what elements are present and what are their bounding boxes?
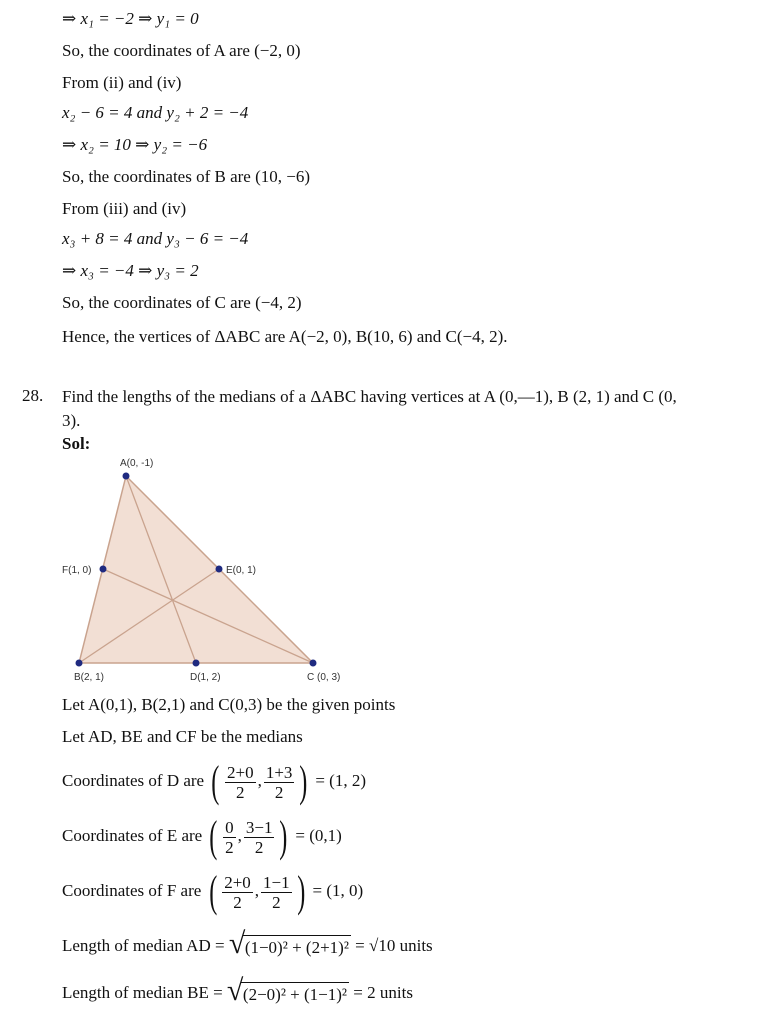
coord-f-result: = (1, 0)	[312, 880, 364, 900]
length-be-row	[62, 974, 413, 1008]
question-text-2: 3).	[62, 411, 81, 430]
coord-d-frac-2: $\frac{1+3}{2}$	[265, 762, 293, 802]
point-e	[216, 566, 223, 573]
line-coord-c: So, the coordinates of C are (−4, 2)	[62, 293, 302, 312]
point-d	[193, 660, 200, 667]
length-ad-prefix: Length of median AD =	[62, 936, 225, 955]
length-ad-result: = √10 units	[355, 936, 433, 955]
triangle-abc	[79, 476, 313, 663]
point-a	[123, 473, 130, 480]
label-e: E(0, 1)	[226, 565, 257, 576]
triangle-medians-figure	[62, 452, 362, 684]
coord-d-row: Coordinates of D are ( $\frac{2+0}{2}$ , $\frac{1+3}{2}$ ) = (1, 2)	[62, 757, 367, 806]
length-be-prefix: Length of median BE =	[62, 983, 223, 1002]
sol-medians: Let AD, BE and CF be the medians	[62, 727, 303, 746]
coord-f-row: Coordinates of F are ( $\frac{2+0}{2}$ , $\frac{1-1}{2}$ ) = (1, 0)	[62, 867, 364, 916]
line-x3-eq: x₃ + 8 = 4 and y₃ − 6 = −4	[62, 229, 249, 248]
point-c	[310, 660, 317, 667]
coord-e-result: = (0,1)	[295, 825, 342, 845]
sqrt-ad: √ (1−0)² + (2+1)²	[228, 927, 349, 961]
line-x2-eq: x₂ − 6 = 4 and y₂ + 2 = −4	[62, 103, 249, 122]
line-x2-result: ⇒ x₂ = 10 ⇒ y₂ = −6	[62, 135, 208, 154]
question-number: 28.	[22, 386, 44, 405]
coord-e-row: Coordinates of E are ( $\frac{0}{2}$ , $\frac{3-1}{2}$ ) = (0,1)	[62, 812, 342, 861]
sqrt-be: √ (2−0)² + (1−1)²	[226, 974, 348, 1008]
line-x1-y1: ⇒ x₁ = −2 ⇒ y₁ = 0	[62, 9, 199, 28]
label-d: D(1, 2)	[190, 672, 221, 683]
coord-d-result: = (1, 2)	[315, 770, 367, 790]
point-f	[100, 566, 107, 573]
coord-e-frac-1: $\frac{0}{2}$	[225, 817, 234, 857]
coord-e-frac-2: $\frac{3-1}{2}$	[245, 817, 273, 857]
line-from-iii-iv: From (iii) and (iv)	[62, 199, 187, 218]
coord-e-prefix: Coordinates of E are	[62, 825, 203, 845]
length-be-result: = 2 units	[353, 983, 413, 1002]
line-x3-result: ⇒ x₃ = −4 ⇒ y₃ = 2	[62, 261, 199, 280]
coord-d-prefix: Coordinates of D are	[62, 770, 205, 790]
coord-f-prefix: Coordinates of F are	[62, 880, 202, 900]
point-b	[76, 660, 83, 667]
line-vertices: Hence, the vertices of ΔABC are A(−2, 0), B(10, 6) and C(−4, 2).	[62, 327, 508, 346]
label-a: A(0, -1)	[120, 458, 154, 469]
sol-label: Sol:	[62, 434, 91, 453]
label-b: B(2, 1)	[74, 672, 105, 683]
coord-f-frac-1: $\frac{2+0}{2}$	[224, 872, 251, 912]
line-from-ii-iv: From (ii) and (iv)	[62, 73, 182, 92]
label-f: F(1, 0)	[62, 565, 92, 576]
coord-f-frac-2: $\frac{1-1}{2}$	[263, 872, 290, 912]
coord-d-frac-1: $\frac{2+0}{2}$	[227, 762, 254, 802]
line-coord-a: So, the coordinates of A are (−2, 0)	[62, 41, 301, 60]
length-ad-row	[62, 927, 433, 961]
question-text-1: Find the lengths of the medians of a ΔABC having vertices at A (0,—1), B (2, 1) and C (0,	[62, 387, 677, 406]
sol-given-points: Let A(0,1), B(2,1) and C(0,3) be the given points	[62, 695, 396, 714]
line-coord-b: So, the coordinates of B are (10, −6)	[62, 167, 310, 186]
label-c: C (0, 3)	[307, 672, 341, 683]
